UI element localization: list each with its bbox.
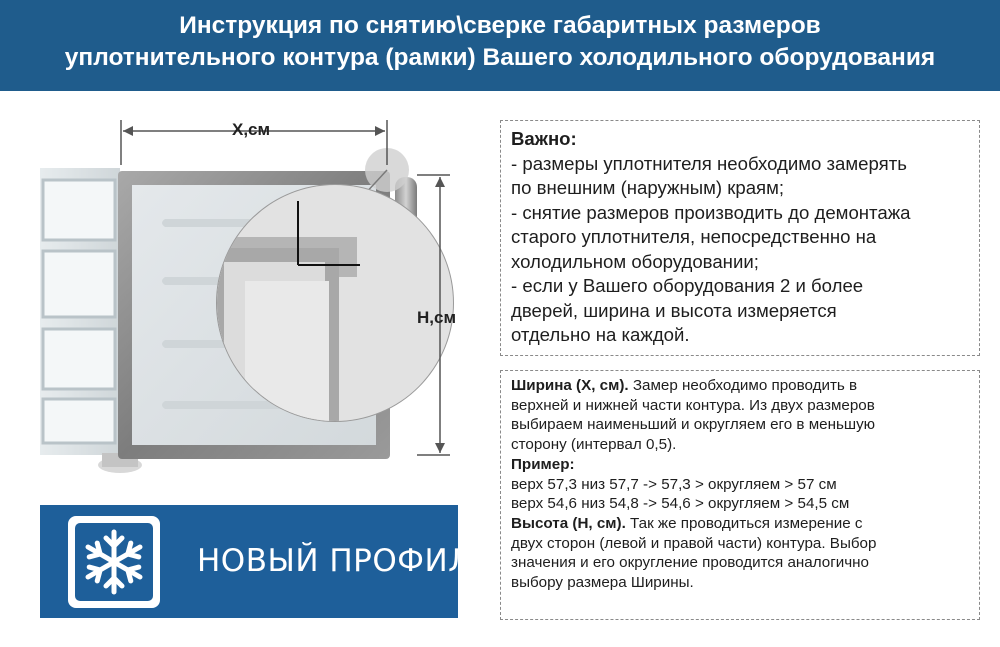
important-line: - если у Вашего оборудования 2 и более bbox=[511, 275, 864, 296]
height-text-line: двух сторон (левой и правой части) контура. Выбор bbox=[511, 534, 877, 552]
example-line: верх 54,6 низ 54,8 -> 54,6 > округляем > 54,5 см bbox=[511, 495, 850, 513]
width-heading: Ширина (Х, см). bbox=[511, 377, 629, 394]
snowflake-icon bbox=[65, 513, 163, 611]
example-line: верх 57,3 низ 57,7 -> 57,3 > округляем > 57 см bbox=[511, 475, 837, 493]
height-dimension-label: Н,см bbox=[417, 308, 457, 327]
width-text-line: верхней и нижней части контура. Из двух размеров bbox=[511, 396, 875, 414]
page-header bbox=[0, 0, 1000, 91]
important-line: отдельно на каждой. bbox=[511, 324, 690, 345]
fridge-illustration bbox=[35, 105, 490, 495]
important-line: - размеры уплотнителя необходимо замерять bbox=[511, 152, 907, 174]
header-title-line-1: Инструкция по снятию\сверке габаритных размеров bbox=[179, 12, 821, 39]
brand-banner bbox=[40, 505, 494, 618]
width-heading-line bbox=[511, 376, 969, 396]
important-line: холодильном оборудовании; bbox=[511, 250, 759, 272]
height-heading-line bbox=[511, 514, 969, 534]
height-heading: Высота (Н, см). bbox=[511, 514, 626, 532]
width-heading-rest: Замер необходимо проводить в bbox=[628, 377, 858, 394]
height-text-line: выбору размера Ширины. bbox=[511, 574, 694, 592]
example-title: Пример: bbox=[511, 455, 575, 473]
important-title: Важно: bbox=[511, 128, 577, 149]
width-dimension-label: Х,см bbox=[232, 120, 271, 139]
header-title-line-2: уплотнительного контура (рамки) Вашего холодильного оборудования bbox=[64, 44, 936, 71]
important-line: - снятие размеров производить до демонтажа bbox=[511, 201, 911, 223]
measurement-instructions-box bbox=[500, 370, 980, 620]
height-text-line: значения и его округление проводится аналогично bbox=[511, 554, 869, 572]
important-notes-box bbox=[500, 120, 980, 356]
important-line: дверей, ширина и высота измеряется bbox=[511, 299, 837, 321]
height-heading-rest: Так же проводиться измерение с bbox=[625, 514, 863, 532]
brand-label: НОВЫЙ ПРОФИЛЬ bbox=[197, 543, 494, 579]
important-line: по внешним (наружным) краям; bbox=[511, 177, 785, 198]
width-text-line: выбираем наименьший и округляем его в меньшую bbox=[511, 416, 876, 434]
important-line: старого уплотнителя, непосредственно на bbox=[511, 226, 877, 247]
width-text-line: сторону (интервал 0,5). bbox=[511, 436, 677, 454]
